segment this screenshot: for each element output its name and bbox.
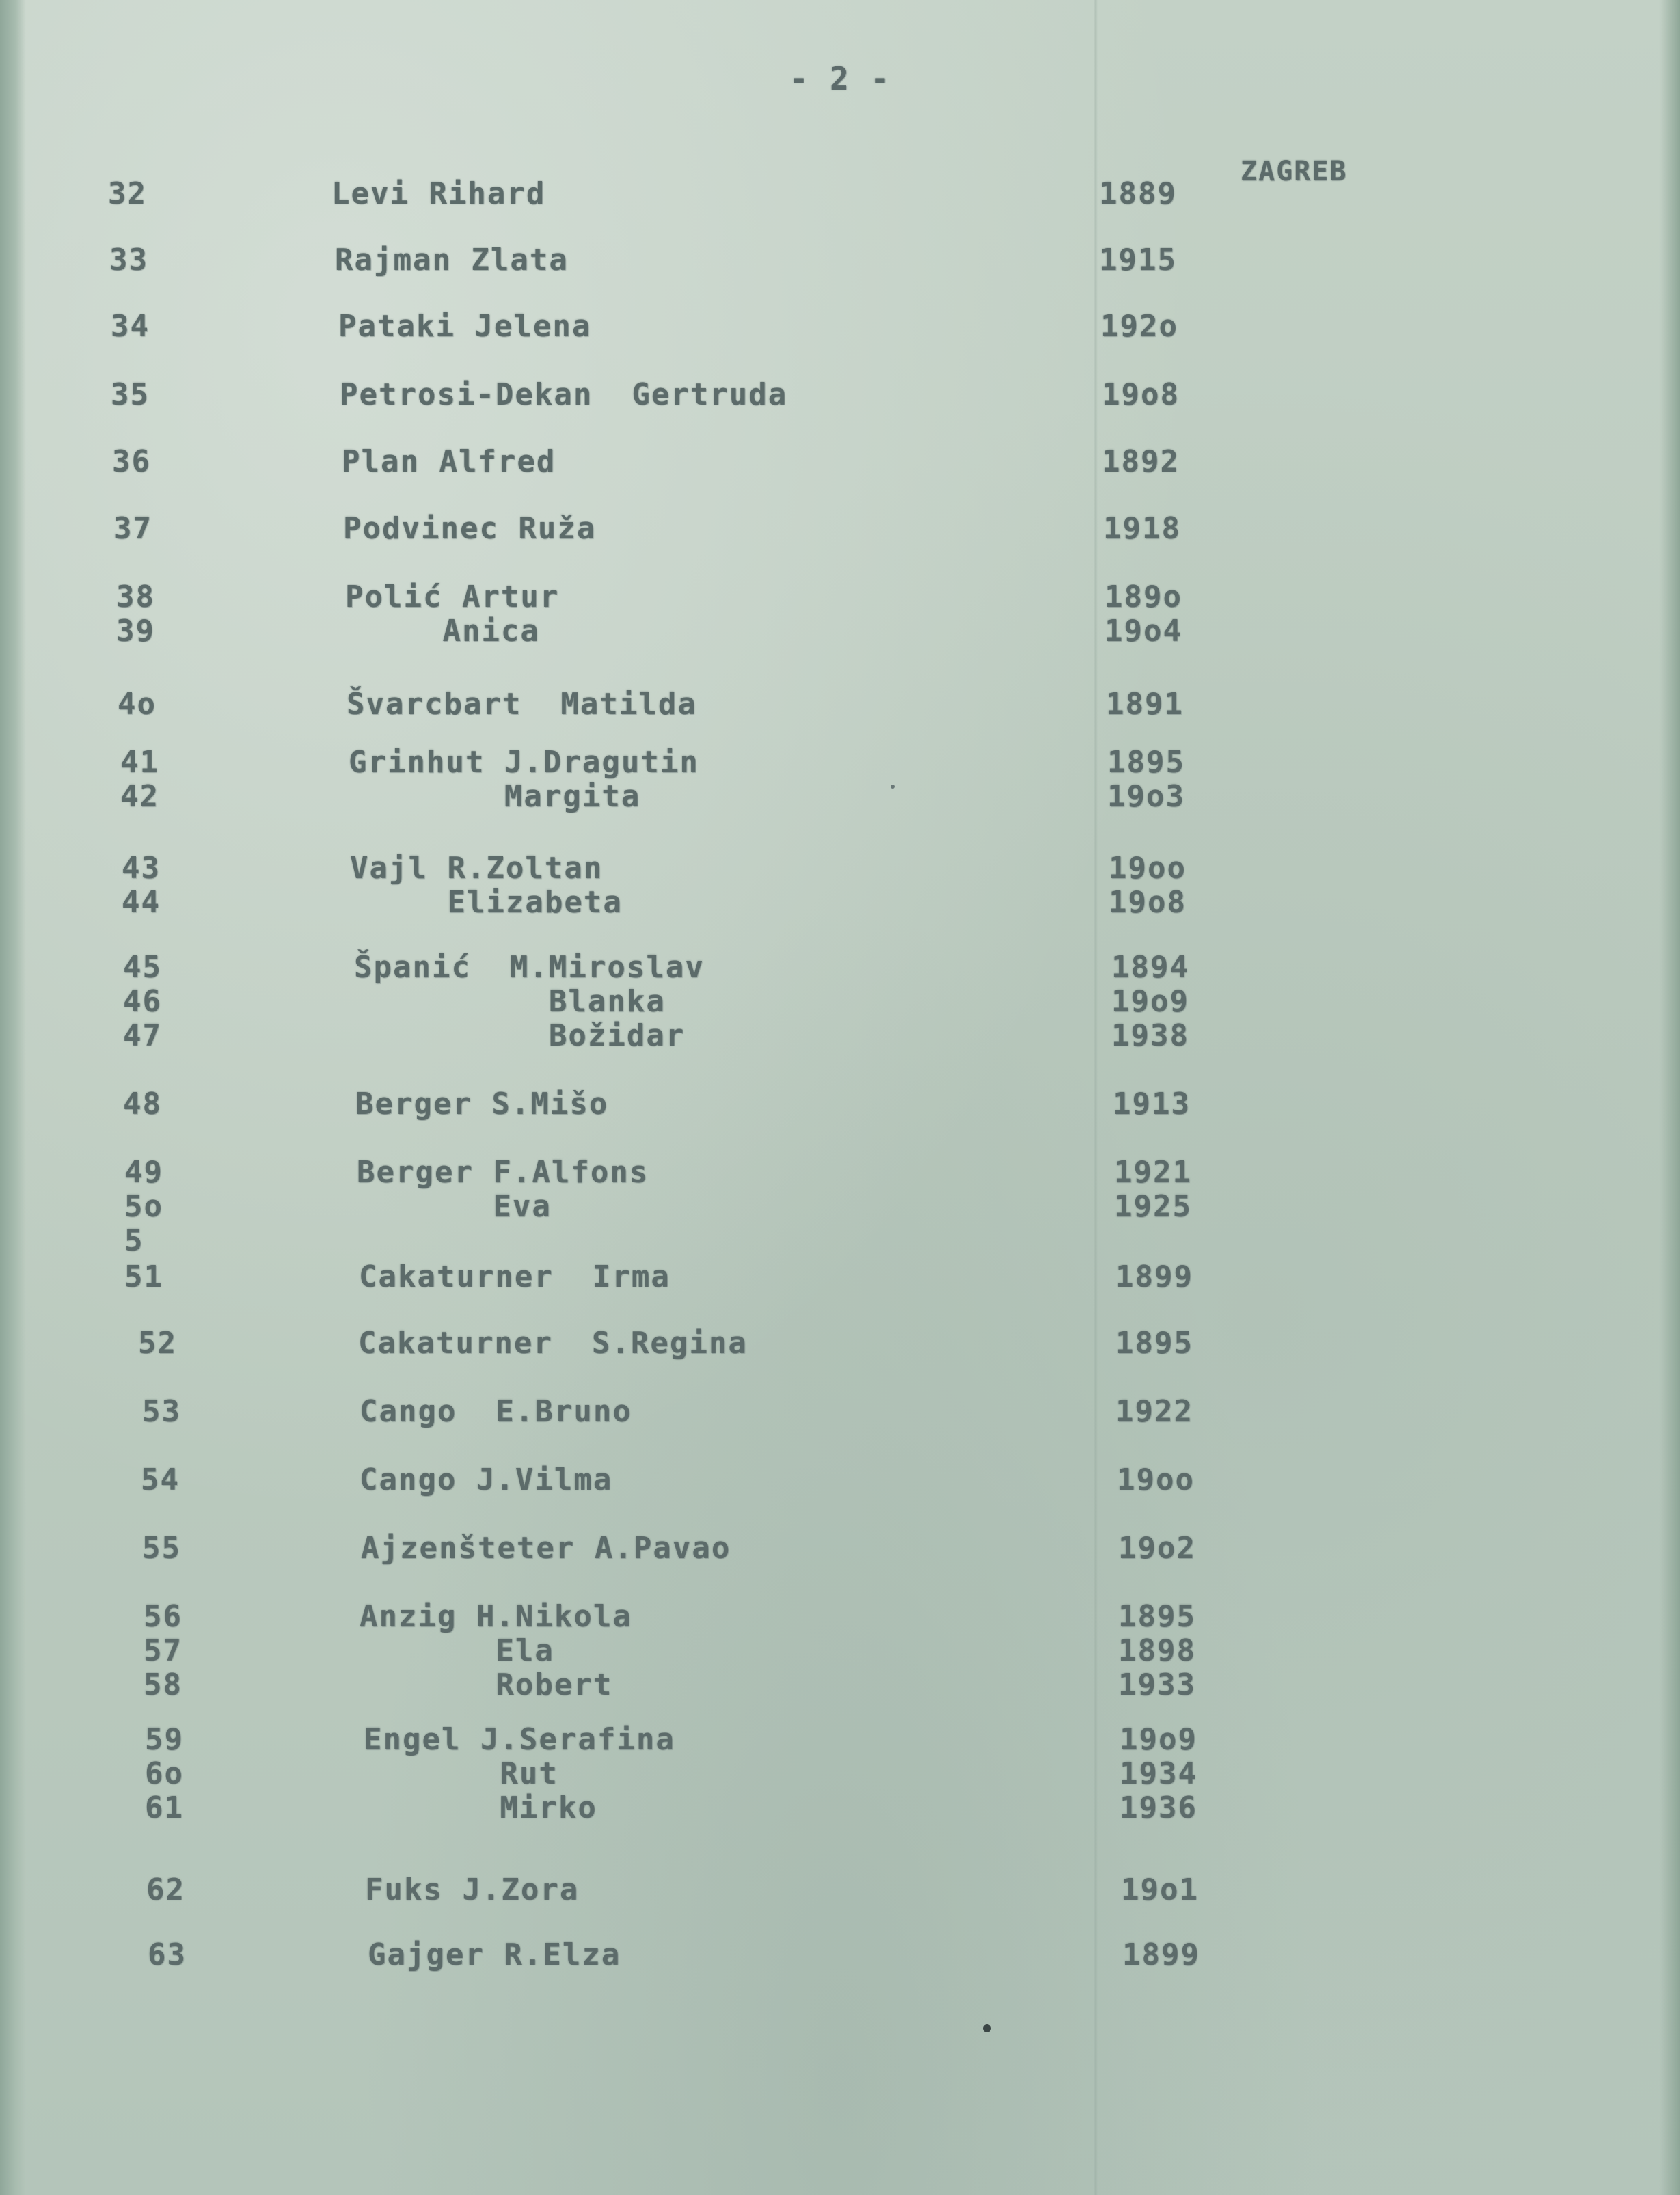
entry: [0, 851, 1680, 919]
birth-year: 19o8: [1102, 377, 1180, 412]
entry: [0, 950, 1680, 1052]
entry-line: [0, 580, 1680, 614]
person-name: Plan Alfred: [342, 444, 556, 479]
entry-number: 6o: [145, 1756, 184, 1791]
birth-year: 19o8: [1109, 885, 1187, 920]
entry: [0, 377, 1680, 411]
birth-year: 1899: [1122, 1937, 1200, 1972]
birth-year: 19o9: [1111, 984, 1189, 1019]
entry-number: 49: [124, 1155, 163, 1190]
entry-line: [0, 176, 1680, 210]
birth-year: 1892: [1102, 444, 1180, 479]
entry-number: 48: [123, 1087, 162, 1121]
birth-year: 1895: [1107, 745, 1185, 780]
birth-year: 1894: [1111, 950, 1189, 985]
entry-number: 63: [148, 1937, 187, 1972]
birth-year: 1895: [1115, 1326, 1193, 1361]
entry: [0, 1937, 1680, 1972]
place-label: ZAGREB: [1241, 156, 1348, 187]
entry-line: [0, 1223, 1680, 1257]
person-name: Engel J.Serafina: [364, 1722, 675, 1757]
birth-year: 1933: [1118, 1667, 1196, 1702]
person-name: Podvinec Ruža: [343, 511, 597, 546]
entry-number: 33: [109, 243, 148, 277]
entry-line: [0, 1937, 1680, 1972]
entry-number: 44: [122, 885, 161, 920]
person-name: Rut: [364, 1756, 558, 1791]
entry: [0, 1155, 1680, 1257]
entry-line: [0, 1462, 1680, 1497]
birth-year: 1918: [1103, 511, 1181, 546]
person-name: Robert: [360, 1667, 613, 1702]
entry: [0, 745, 1680, 813]
person-name: Berger S.Mišo: [355, 1087, 609, 1121]
person-name: Rajman Zlata: [335, 243, 569, 277]
entry-number: 5: [124, 1223, 144, 1258]
entry-number: 37: [113, 511, 152, 546]
birth-year: 1925: [1114, 1189, 1192, 1224]
birth-year: 1891: [1106, 687, 1184, 722]
person-name: Gajger R.Elza: [368, 1937, 621, 1972]
entry-line: [0, 511, 1680, 545]
entry-line: [0, 1155, 1680, 1189]
entry-line: [0, 1667, 1680, 1702]
entry-line: [0, 444, 1680, 478]
entry: [0, 1531, 1680, 1565]
entry-line: [0, 309, 1680, 343]
entry-line: [0, 950, 1680, 984]
person-name: Cakaturner S.Regina: [358, 1326, 748, 1361]
entry-number: 43: [122, 851, 161, 886]
entry-line: [0, 1599, 1680, 1633]
person-name: Pataki Jelena: [338, 309, 592, 344]
entry-line: [0, 745, 1680, 779]
entry: [0, 1087, 1680, 1121]
entry: [0, 309, 1680, 343]
birth-year: 19o4: [1105, 614, 1182, 649]
birth-year: 1921: [1114, 1155, 1192, 1190]
entry: [0, 1722, 1680, 1825]
entry: [0, 243, 1680, 277]
person-name: Španić M.Miroslav: [354, 950, 705, 985]
entry-line: [0, 377, 1680, 411]
birth-year: 1913: [1113, 1087, 1191, 1121]
person-name: Eva: [357, 1189, 552, 1224]
person-name: Polić Artur: [345, 580, 560, 614]
entry: [0, 1394, 1680, 1428]
entry-line: [0, 779, 1680, 813]
entry-line: [0, 1259, 1680, 1294]
birth-year: 1922: [1115, 1394, 1193, 1429]
birth-year: 19oo: [1109, 851, 1187, 886]
entry-number: 61: [145, 1790, 184, 1825]
entry-number: 62: [146, 1872, 185, 1907]
entry-number: 4o: [118, 687, 157, 722]
birth-year: 19o2: [1118, 1531, 1196, 1566]
person-name: Anzig H.Nikola: [360, 1599, 632, 1634]
person-name: Vajl R.Zoltan: [350, 851, 604, 886]
page-number: - 2 -: [789, 60, 891, 97]
entry-number: 5o: [124, 1189, 163, 1224]
person-name: Ela: [360, 1633, 554, 1668]
entry-line: [0, 1756, 1680, 1790]
person-name: Anica: [345, 614, 540, 649]
person-name: Blanka: [354, 984, 666, 1019]
entry-number: 46: [123, 984, 162, 1019]
entry-number: 56: [144, 1599, 182, 1634]
person-name: Cakaturner Irma: [359, 1259, 670, 1294]
person-name: Elizabeta: [350, 885, 623, 920]
entry: [0, 1462, 1680, 1497]
entry-number: 38: [116, 580, 155, 614]
entry-line: [0, 1087, 1680, 1121]
person-name: Ajzenšteter A.Pavao: [361, 1531, 731, 1566]
entry-line: [0, 1018, 1680, 1052]
birth-year: 1899: [1115, 1259, 1193, 1294]
person-name: Margita: [349, 779, 641, 814]
birth-year: 19o3: [1107, 779, 1185, 814]
entry-number: 47: [123, 1018, 162, 1053]
entry-number: 57: [144, 1633, 182, 1668]
entry-line: [0, 1326, 1680, 1360]
ink-dot: [983, 2024, 991, 2032]
birth-year: 192o: [1100, 309, 1178, 344]
entry: [0, 1326, 1680, 1360]
entry-number: 36: [112, 444, 151, 479]
entry: [0, 580, 1680, 648]
person-name: Cango J.Vilma: [360, 1462, 613, 1497]
entry: [0, 1259, 1680, 1294]
entry-number: 45: [123, 950, 162, 985]
entry: [0, 444, 1680, 478]
birth-year: 1898: [1118, 1633, 1196, 1668]
person-name: Berger F.Alfons: [357, 1155, 649, 1190]
person-name: Fuks J.Zora: [365, 1872, 580, 1907]
entry-line: [0, 1394, 1680, 1428]
birth-year: 1934: [1120, 1756, 1197, 1791]
entry-number: 42: [120, 779, 159, 814]
person-name: Petrosi-Dekan Gertruda: [340, 377, 788, 412]
person-name: Levi Rihard: [331, 176, 546, 211]
entry-number: 59: [145, 1722, 184, 1757]
entry-line: [0, 984, 1680, 1018]
person-name: Grinhut J.Dragutin: [349, 745, 699, 780]
entry-number: 35: [111, 377, 150, 412]
birth-year: 1895: [1118, 1599, 1196, 1634]
birth-year: 189o: [1105, 580, 1182, 614]
person-name: Mirko: [364, 1790, 597, 1825]
entry-number: 39: [116, 614, 155, 649]
entry: [0, 1872, 1680, 1907]
birth-year: 19oo: [1117, 1462, 1195, 1497]
entry-number: 53: [142, 1394, 181, 1429]
person-name: Cango E.Bruno: [360, 1394, 632, 1429]
entry-line: [0, 1633, 1680, 1667]
birth-year: 1915: [1099, 243, 1177, 277]
birth-year: 1889: [1099, 176, 1177, 211]
ink-speck: [891, 785, 895, 789]
entry-line: [0, 614, 1680, 648]
entry-line: [0, 687, 1680, 721]
birth-year: 19o9: [1120, 1722, 1197, 1757]
birth-year: 19o1: [1121, 1872, 1199, 1907]
entry-line: [0, 1872, 1680, 1907]
birth-year: 1936: [1120, 1790, 1197, 1825]
entry-number: 51: [124, 1259, 163, 1294]
entry: [0, 1599, 1680, 1702]
person-name: Božidar: [354, 1018, 686, 1053]
birth-year: 1938: [1111, 1018, 1189, 1053]
entry-line: [0, 885, 1680, 919]
entry-number: 54: [141, 1462, 180, 1497]
entry-line: [0, 1189, 1680, 1223]
entry-number: 34: [111, 309, 150, 344]
person-name: Švarcbart Matilda: [347, 687, 697, 722]
entry-number: 58: [144, 1667, 182, 1702]
entry-number: 32: [108, 176, 147, 211]
entry: [0, 176, 1680, 210]
entry-number: 41: [120, 745, 159, 780]
entry-line: [0, 243, 1680, 277]
entry-number: 55: [142, 1531, 181, 1566]
entry: [0, 511, 1680, 545]
entry-line: [0, 1531, 1680, 1565]
entry-number: 52: [138, 1326, 177, 1361]
entry-line: [0, 1722, 1680, 1756]
entry-line: [0, 1790, 1680, 1825]
entry: [0, 687, 1680, 721]
entry-line: [0, 851, 1680, 885]
